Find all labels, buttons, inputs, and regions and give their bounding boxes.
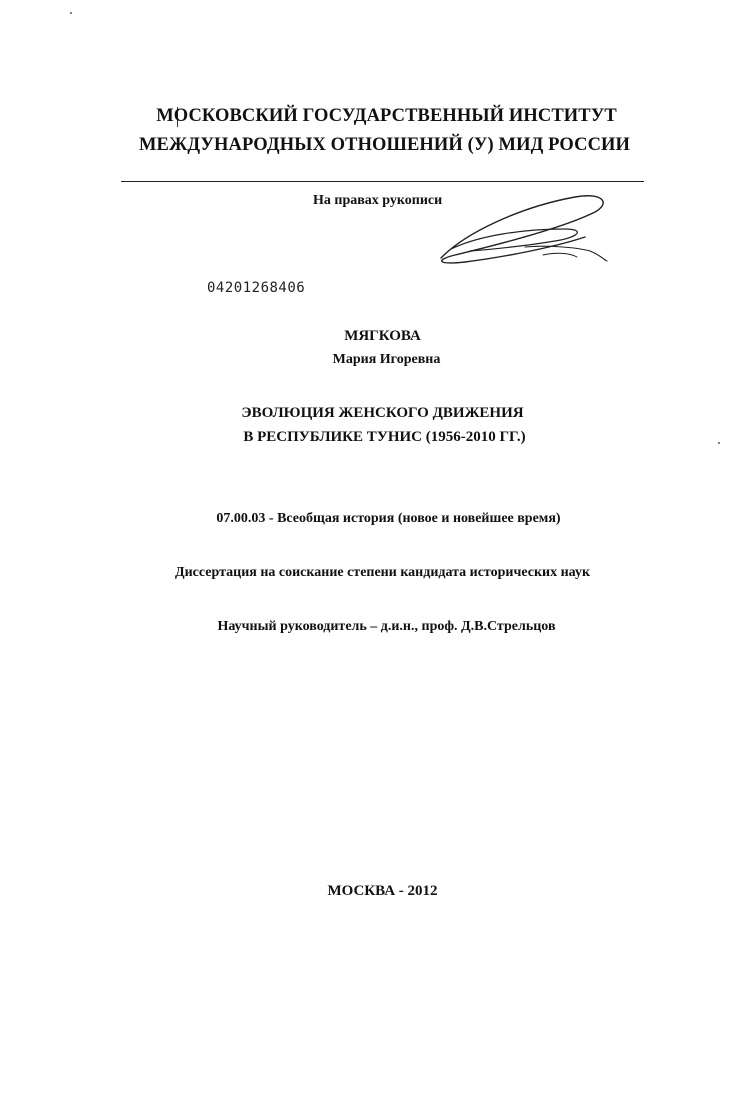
institution-line-2: МЕЖДУНАРОДНЫХ ОТНОШЕНИЙ (У) МИД РОССИИ [138,135,631,155]
specialty-code: 07.00.03 - Всеобщая история (новое и новейшее время) [216,511,561,526]
dissertation-title-line-2: В РЕСПУБЛИКЕ ТУНИС (1956-2010 ГГ.) [243,429,526,445]
signature-image [425,185,615,275]
scientific-advisor: Научный руководитель – д.и.н., проф. Д.В.Стрельцов [217,619,556,634]
author-given-names: Мария Игоревна [332,352,441,367]
author-surname: МЯГКОВА [344,328,421,344]
registration-number: 04201268406 [207,280,306,296]
degree-statement: Диссертация на соискание степени кандидата исторических наук [174,565,591,580]
scan-speck [70,12,72,14]
dissertation-title-line-1: ЭВОЛЮЦИЯ ЖЕНСКОГО ДВИЖЕНИЯ [241,405,524,421]
institution-line-1: МОСКОВСКИЙ ГОСУДАРСТВЕННЫЙ ИНСТИТУТ [156,106,617,126]
header-divider [121,181,644,182]
manuscript-rights-note: На правах рукописи [313,193,443,208]
city-year: МОСКВА - 2012 [327,883,438,899]
